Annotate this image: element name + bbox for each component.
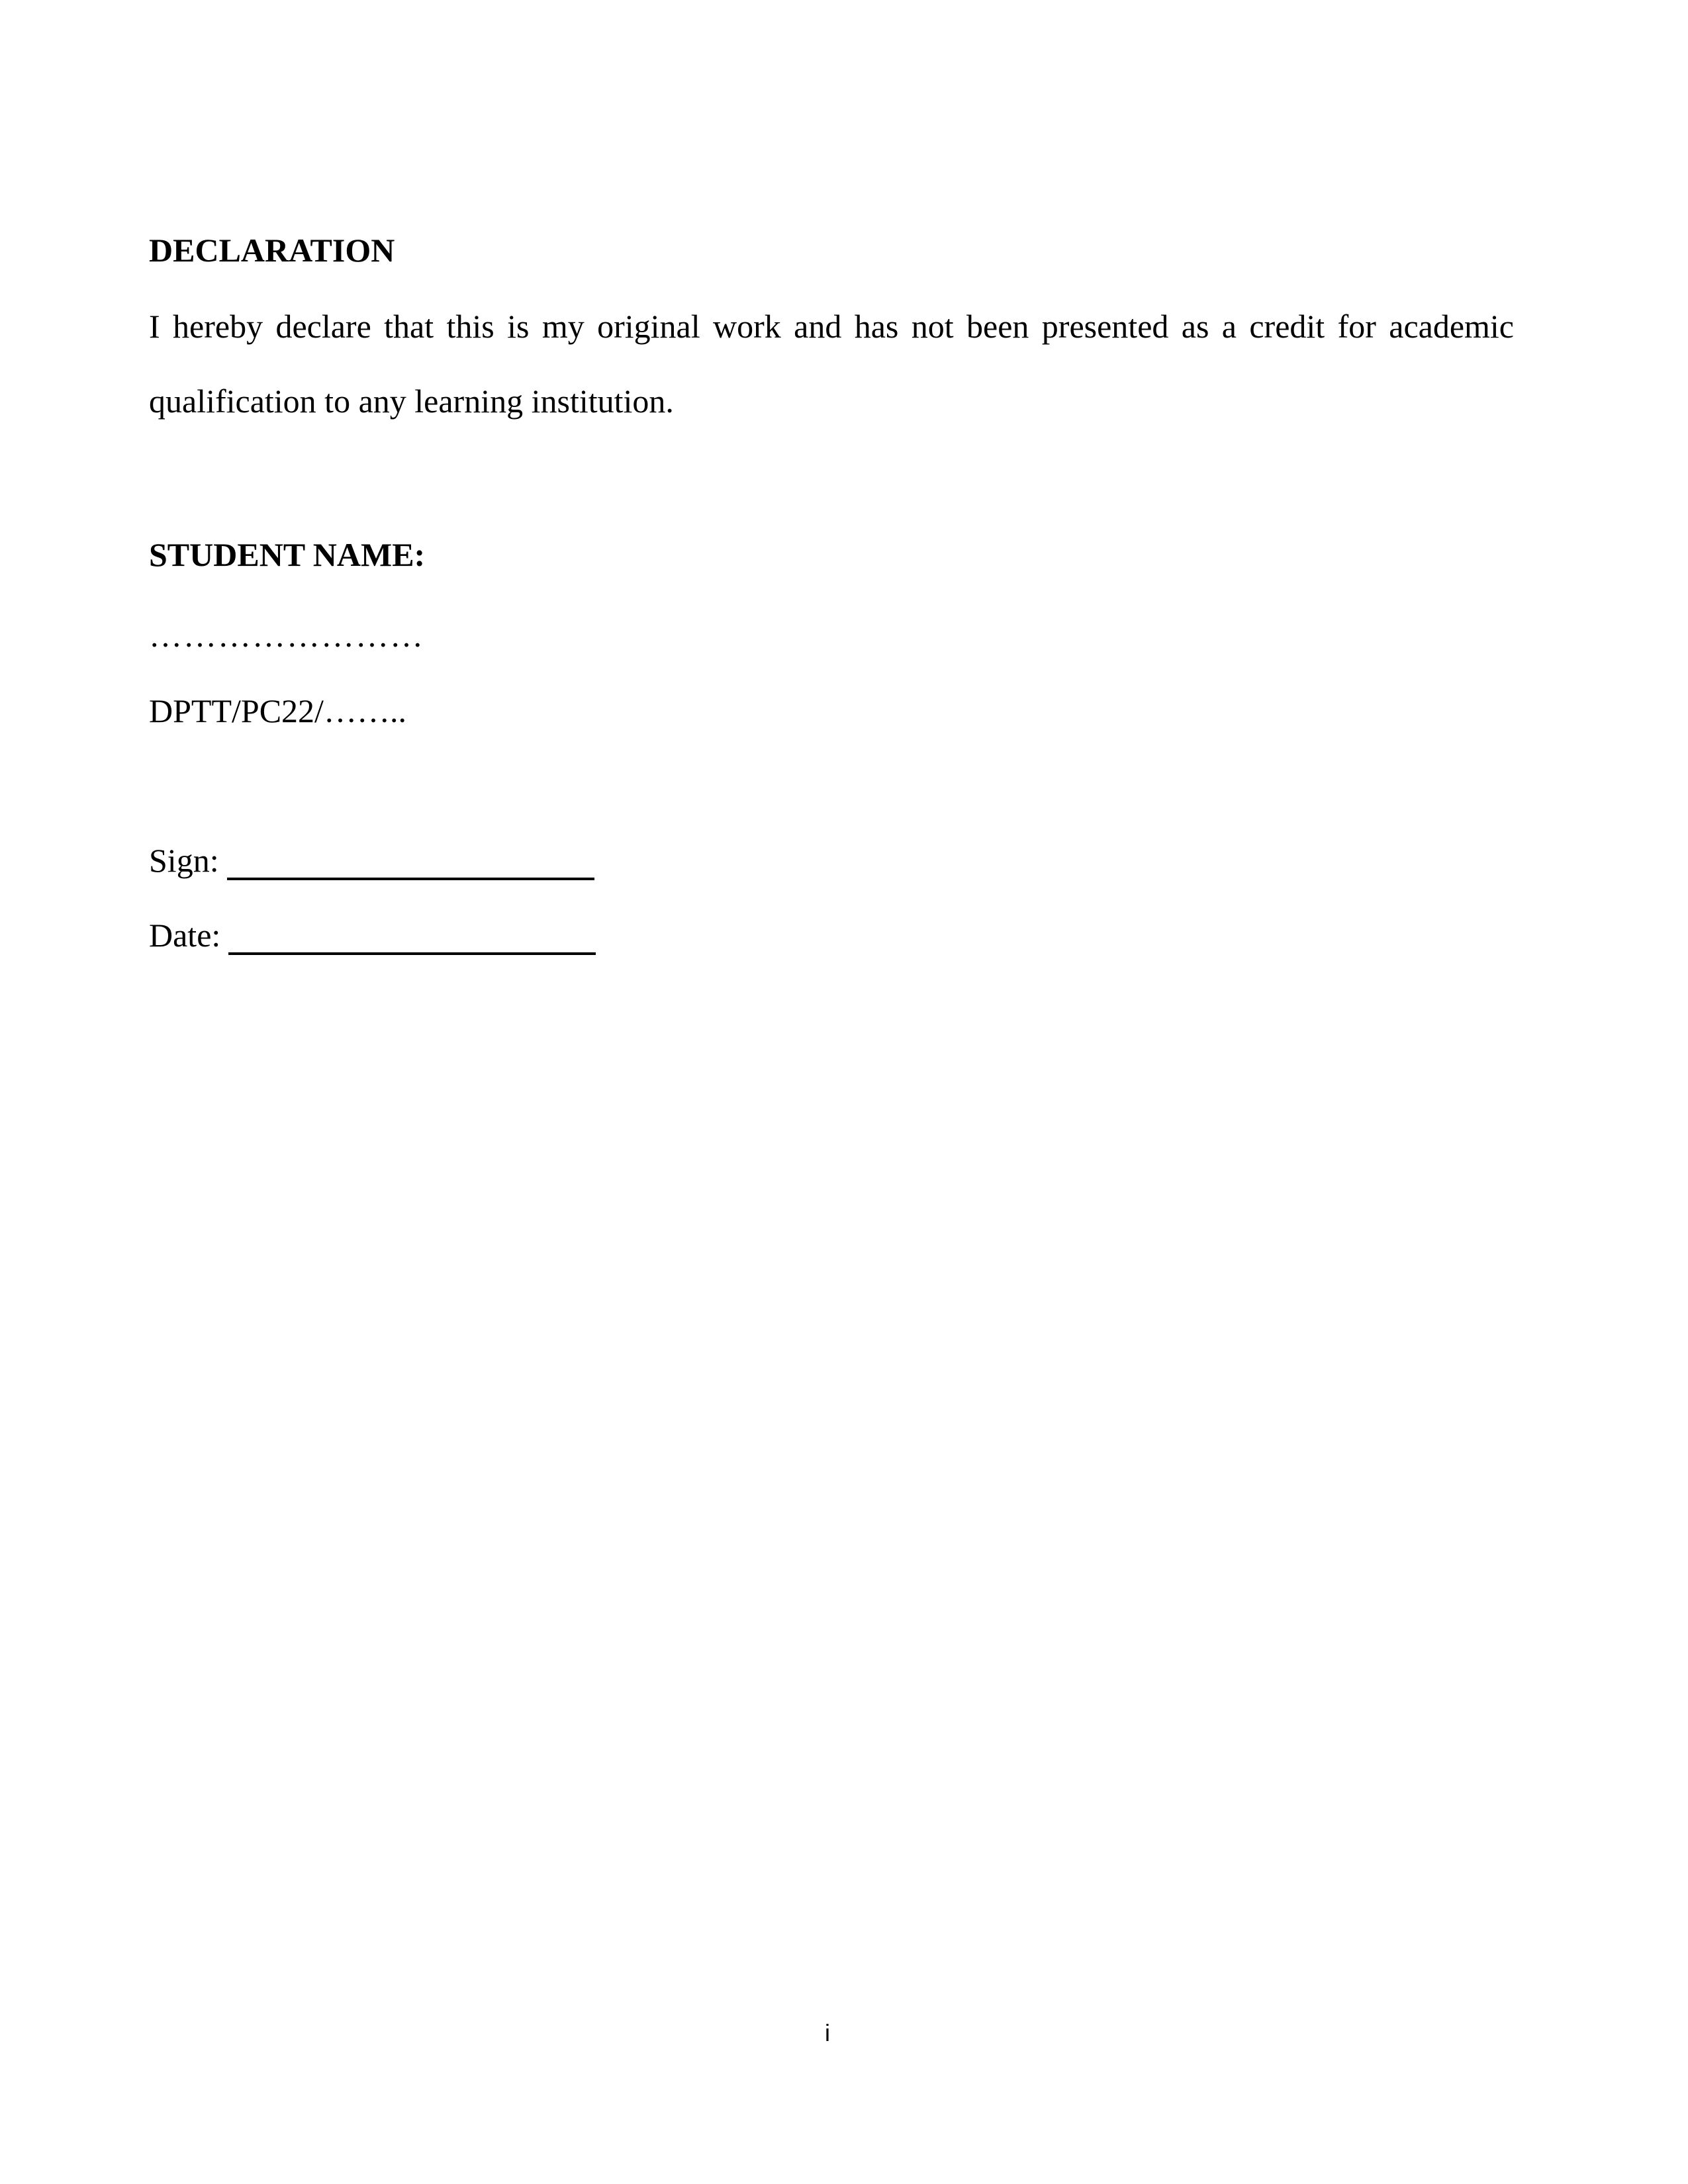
registration-number: DPTT/PC22/…….. — [149, 692, 406, 729]
sign-label: Sign: — [149, 842, 219, 879]
declaration-text-line-1: I hereby declare that this is my original work and has not been presented as a credit for academic — [149, 308, 1514, 345]
date-line — [228, 921, 596, 955]
declaration-text-line-2: qualification to any learning institution. — [149, 383, 674, 420]
sign-field — [149, 841, 594, 880]
date-label: Date: — [149, 917, 221, 954]
page-number: i — [825, 2019, 830, 2046]
student-name-placeholder: …………………… — [149, 617, 424, 654]
declaration-heading: DECLARATION — [149, 232, 395, 269]
sign-line — [227, 846, 594, 880]
student-name-label: STUDENT NAME: — [149, 536, 426, 573]
date-field — [149, 915, 596, 955]
